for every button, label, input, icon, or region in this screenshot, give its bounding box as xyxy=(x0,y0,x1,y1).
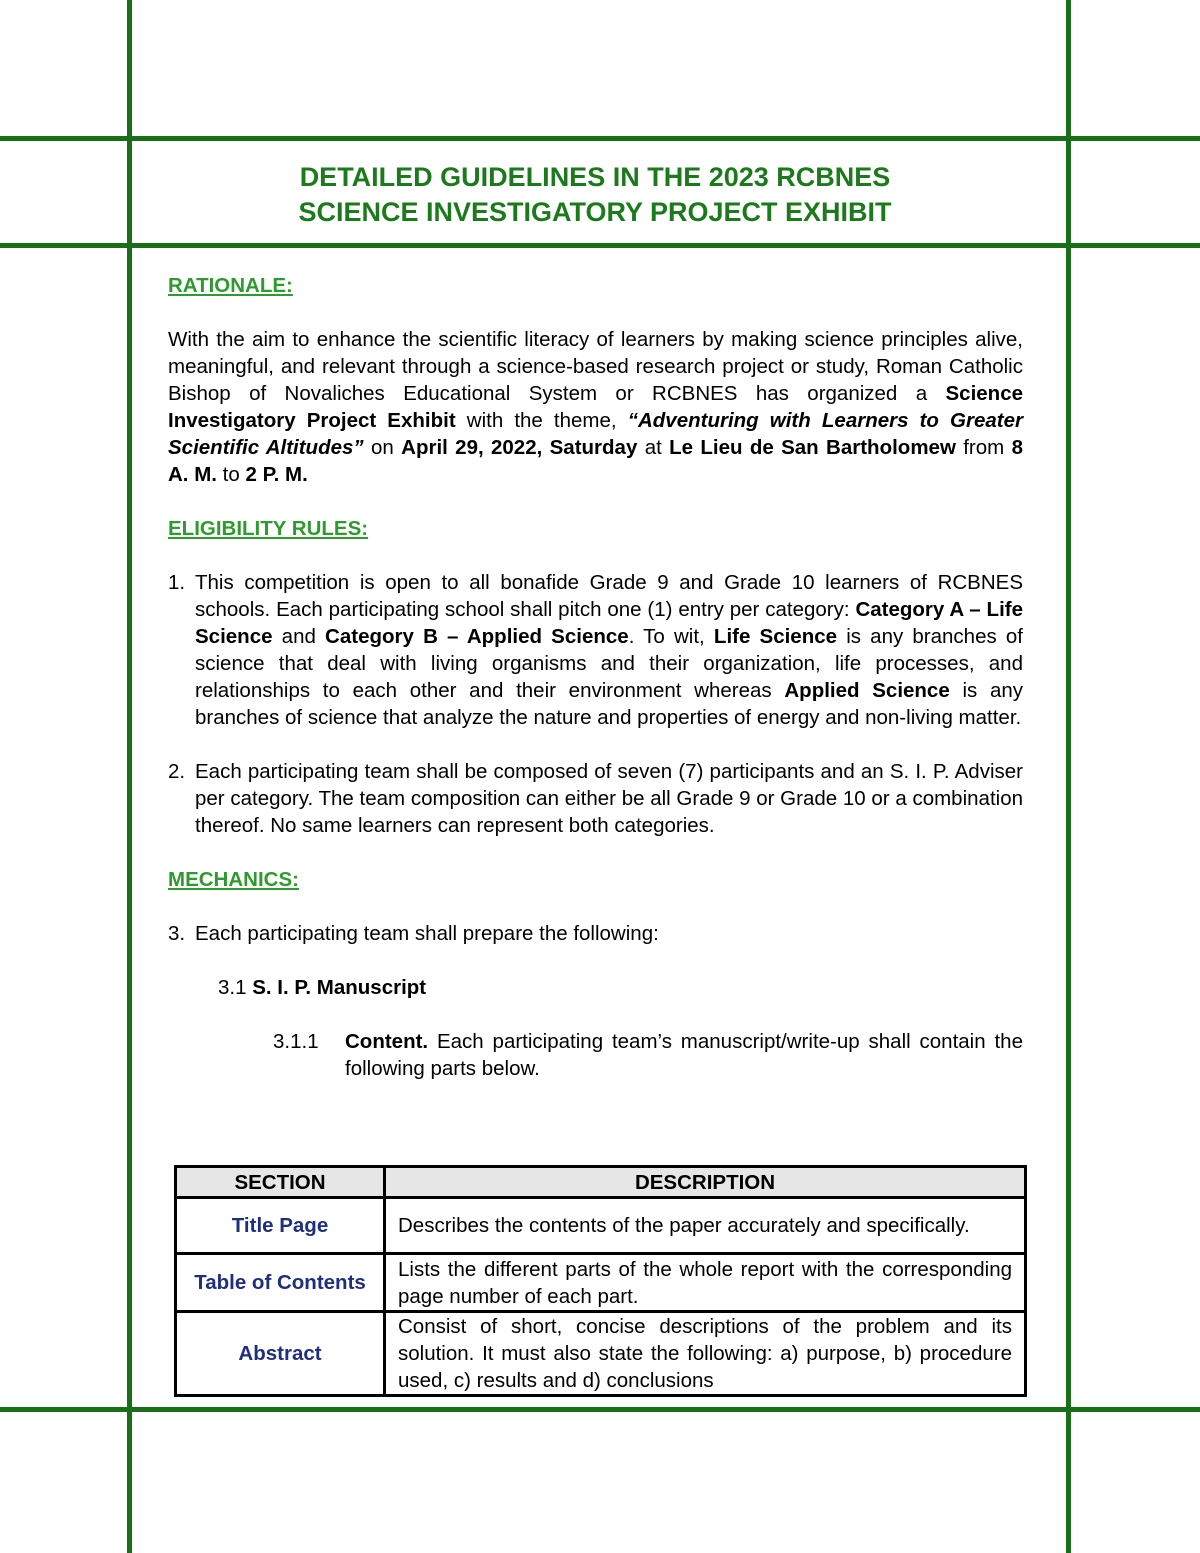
table-cell-section: Title Page xyxy=(176,1198,385,1254)
sub-label: Content. xyxy=(345,1030,429,1053)
rationale-heading: RATIONALE: xyxy=(168,274,293,297)
rationale-text: at xyxy=(637,436,670,459)
event-theme: “Adventuring with Learners to Greater Scientific Altitudes” xyxy=(168,409,1023,459)
list-text: Each participating team shall prepare the following: xyxy=(195,922,659,945)
rationale-text: With the aim to enhance the scientific literacy of learners by making science principles alive, meaningful, and relevant through a science-based research project or study, Roman Catholic Bishop of Novaliches Educational System or RCBNES has organized a xyxy=(168,328,1023,405)
table-row xyxy=(176,1254,1026,1312)
page-title xyxy=(160,160,1030,230)
category-a: Category A – Life Science xyxy=(195,598,1024,648)
frame-line-top xyxy=(0,136,1200,141)
eligibility-heading: ELIGIBILITY RULES: xyxy=(168,517,369,540)
rationale-text: on xyxy=(363,436,402,459)
title-line-1: DETAILED GUIDELINES IN THE 2023 RCBNES xyxy=(299,162,891,192)
list-number: 3. xyxy=(168,922,186,945)
event-name: Science Investigatory Project Exhibit xyxy=(168,382,1023,432)
table-row xyxy=(176,1312,1026,1396)
manuscript-parts-table xyxy=(174,1165,1027,1397)
list-number: 1. xyxy=(168,571,186,594)
table-cell-description: Lists the different parts of the whole report with the corresponding page number of each part. xyxy=(385,1254,1026,1312)
title-line-2: SCIENCE INVESTIGATORY PROJECT EXHIBIT xyxy=(298,197,892,227)
event-start-time: 8 A. M. xyxy=(168,436,1023,486)
rationale-text: from xyxy=(955,436,1012,459)
frame-line-under-title xyxy=(0,243,1200,248)
table-header-row xyxy=(176,1167,1026,1198)
event-end-time: 2 P. M. xyxy=(245,463,308,486)
list-text: This competition is open to all bonafide Grade 9 and Grade 10 learners of RCBNES schools. Each participating school shall pitch one (1) entry per category: Category A – Life Science and Category B – Applied Science. To wit, Life Science is any branches of science that deal with living organisms and their organization, life processes, and relationships to each other and their environment whereas Applied Science is any branches of science that analyze the nature and properties of energy and non-living matter. xyxy=(195,571,1024,729)
table-cell-description: Consist of short, concise descriptions of the problem and its solution. It must also state the following: a) purpose, b) procedure used, c) results and d) conclusions xyxy=(385,1312,1026,1396)
sub-number: 3.1 xyxy=(218,976,247,999)
list-number: 2. xyxy=(168,760,186,783)
applied-science-term: Applied Science xyxy=(784,679,950,702)
sub-label: S. I. P. Manuscript xyxy=(252,976,427,999)
list-item xyxy=(168,758,1023,839)
frame-line-right xyxy=(1066,0,1071,1553)
sub-item-3-1-1 xyxy=(168,1028,1023,1082)
document-body xyxy=(168,272,1023,1082)
rationale-text: to xyxy=(216,463,246,486)
sub-number: 3.1.1 xyxy=(273,1030,319,1053)
frame-line-bottom xyxy=(0,1407,1200,1412)
category-b: Category B – Applied Science xyxy=(325,625,629,648)
table-cell-description: Describes the contents of the paper accurately and specifically. xyxy=(385,1198,1026,1254)
event-date: April 29, 2022, Saturday xyxy=(401,436,638,459)
sub-text: Content. Each participating team’s manuscript/write-up shall contain the following parts below. xyxy=(345,1030,1023,1080)
event-venue: Le Lieu de San Bartholomew xyxy=(669,436,956,459)
life-science-term: Life Science xyxy=(713,625,838,648)
header-description: DESCRIPTION xyxy=(385,1167,1026,1198)
list-item xyxy=(168,569,1023,731)
table-row xyxy=(176,1198,1026,1254)
mechanics-heading: MECHANICS: xyxy=(168,868,299,891)
rationale-text: with the theme, xyxy=(455,409,628,432)
frame-line-left xyxy=(127,0,132,1553)
list-text: Each participating team shall be composed of seven (7) participants and an S. I. P. Adviser per category. The team composition can either be all Grade 9 or Grade 10 or a combination thereof. No same learners can represent both categories. xyxy=(195,760,1023,837)
sub-item-3-1 xyxy=(168,974,1023,1001)
rationale-paragraph xyxy=(168,326,1023,488)
table-cell-section: Table of Contents xyxy=(176,1254,385,1312)
header-section: SECTION xyxy=(176,1167,385,1198)
table-cell-section: Abstract xyxy=(176,1312,385,1396)
list-item xyxy=(168,920,1023,947)
